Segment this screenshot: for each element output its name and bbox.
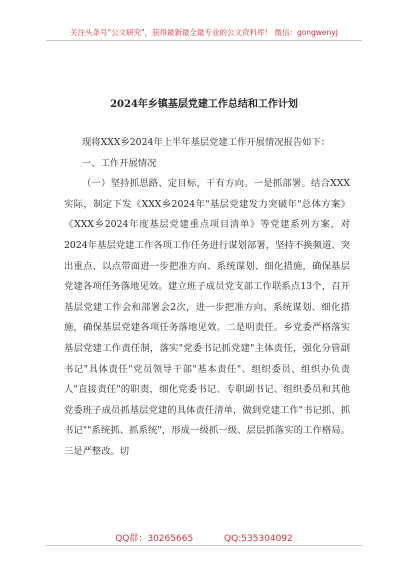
footer-qq-group: QQ群：30265665 (115, 534, 194, 544)
body-paragraph: （一）坚持抓思路、定目标，干有方向。一是抓部署。结合XXX实际，制定下发《XXX乡2024年"基层党建发力突破年"总体方案》《XXX乡2024年度基层党建重点项目清单》等党建系列方案，对2024年基层党建工作各项工作任务进行谋划部署，坚持不换频道、突出重点、以点带面进一步把准方向、系统谋划、细化措施，确保基层党建各项任务落地见效。建立班子成员党支部工作联系点13个，召开基层党建工作会和部署会2次，进一步把准方向、系统谋划、细化措施，确保基层党建各项任务落地见效。二是明责任。乡党委严格落实基层党建工作责任制，落实"党委书记抓党建"主体责任，强化分管副书记"具体责任"党员领导干部"基本责任"、组织委员、组织办负责人"直接责任"的职责，细化党委书记、专职副书记、组织委员和其他党委班子成员抓基层党建的具体责任清单，做到党建工作"书记抓、抓书记""系统抓、抓系统"，形成一级抓一级、层层抓落实的工作格局。三是严整改。切 (64, 178, 350, 457)
section-heading: 一、工作开展情况 (82, 157, 157, 169)
intro-paragraph: 现将XXX乡2024年上半年基层党建工作开展情况报告如下： (82, 137, 331, 148)
header-divider (46, 40, 362, 41)
document-title: 2024年乡镇基层党建工作总结和工作计划 (110, 99, 298, 110)
footer-qq: QQ:535304092 (224, 534, 293, 544)
header-note: 关注头条号"公文研究"，获得最新最全最专业的公文资料库！ 微信：gongwenyj (70, 28, 338, 37)
document-body (64, 133, 350, 463)
footer-contacts (0, 531, 408, 544)
footer-divider (46, 545, 362, 546)
